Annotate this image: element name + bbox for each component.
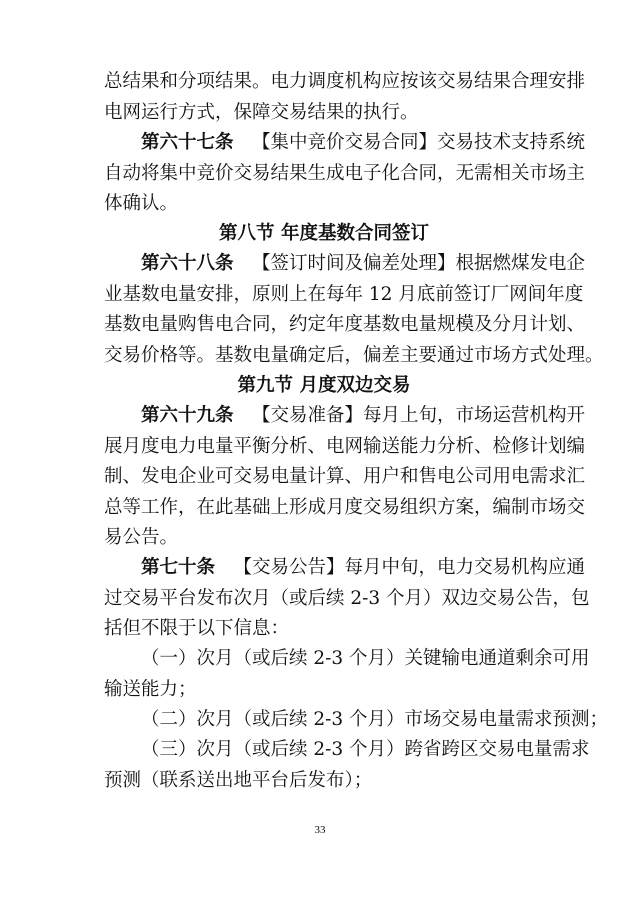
line-text: 业基数电量安排，原则上在每年 12 月底前签订厂网间年度 [104,284,584,305]
line-text: 括但不限于以下信息： [104,618,290,639]
line-text: 电网运行方式，保障交易结果的执行。 [104,102,419,123]
line-text: 基数电量购售电合同，约定年度基数电量规模及分月计划、 [104,314,586,335]
text-line [104,189,544,219]
line-text: 【集中竞价交易合同】交易技术支持系统 [252,132,586,153]
line-text: （一）次月（或后续 2-3 个月）关键输电通道剩余可用 [141,648,590,669]
text-line [104,614,544,644]
text-line [104,462,586,492]
section-heading: 第九节 月度双边交易 [237,375,411,396]
text-line [141,705,609,735]
line-text: （二）次月（或后续 2-3 个月）市场交易电量需求预测； [141,709,609,730]
text-line [104,280,584,310]
line-text: 【签订时间及偏差处理】根据燃煤发电企 [252,253,586,274]
text-line [141,128,586,158]
line-text: 交易价格等。基数电量确定后，偏差主要通过市场方式处理。 [104,345,604,366]
line-text: 展月度电力电量平衡分析、电网输送能力分析、检修计划编 [104,436,586,457]
line-text: 输送能力； [104,679,197,700]
article-number: 第六十八条 [141,253,234,274]
text-line [141,735,590,765]
text-line [141,401,586,431]
section-heading: 第八节 年度基数合同签订 [219,223,429,244]
line-text: 预测（联系送出地平台后发布）； [104,770,373,791]
text-line [104,98,544,128]
text-line [104,766,544,796]
line-text: 【交易准备】每月上旬，市场运营机构开 [252,405,586,426]
text-line [104,493,586,523]
line-text: 【交易公告】每月中旬，电力交易机构应通 [233,557,586,578]
text-line [141,644,590,674]
line-text: 易公告。 [104,527,179,548]
article-number: 第六十九条 [141,405,234,426]
article-number: 第六十七条 [141,132,234,153]
line-text: 体确认。 [104,193,179,214]
article-number: 第七十条 [141,557,216,578]
text-line [104,159,586,189]
line-text: （三）次月（或后续 2-3 个月）跨省跨区交易电量需求 [141,739,590,760]
text-line [104,310,586,340]
line-text: 过交易平台发布次月（或后续 2-3 个月）双边交易公告，包 [104,588,590,609]
line-text: 自动将集中竞价交易结果生成电子化合同，无需相关市场主 [104,163,586,184]
page-number: 33 [314,824,326,836]
line-text: 总结果和分项结果。电力调度机构应按该交易结果合理安排 [104,71,586,92]
text-line [104,341,604,371]
line-text: 制、发电企业可交易电量计算、用户和售电公司用电需求汇 [104,466,586,487]
text-line [141,553,586,583]
text-line [104,67,586,97]
text-line [141,249,586,279]
text-line [104,584,590,614]
text-line [104,523,544,553]
text-line [104,432,586,462]
line-text: 总等工作，在此基础上形成月度交易组织方案，编制市场交 [104,497,586,518]
text-line [104,675,544,705]
